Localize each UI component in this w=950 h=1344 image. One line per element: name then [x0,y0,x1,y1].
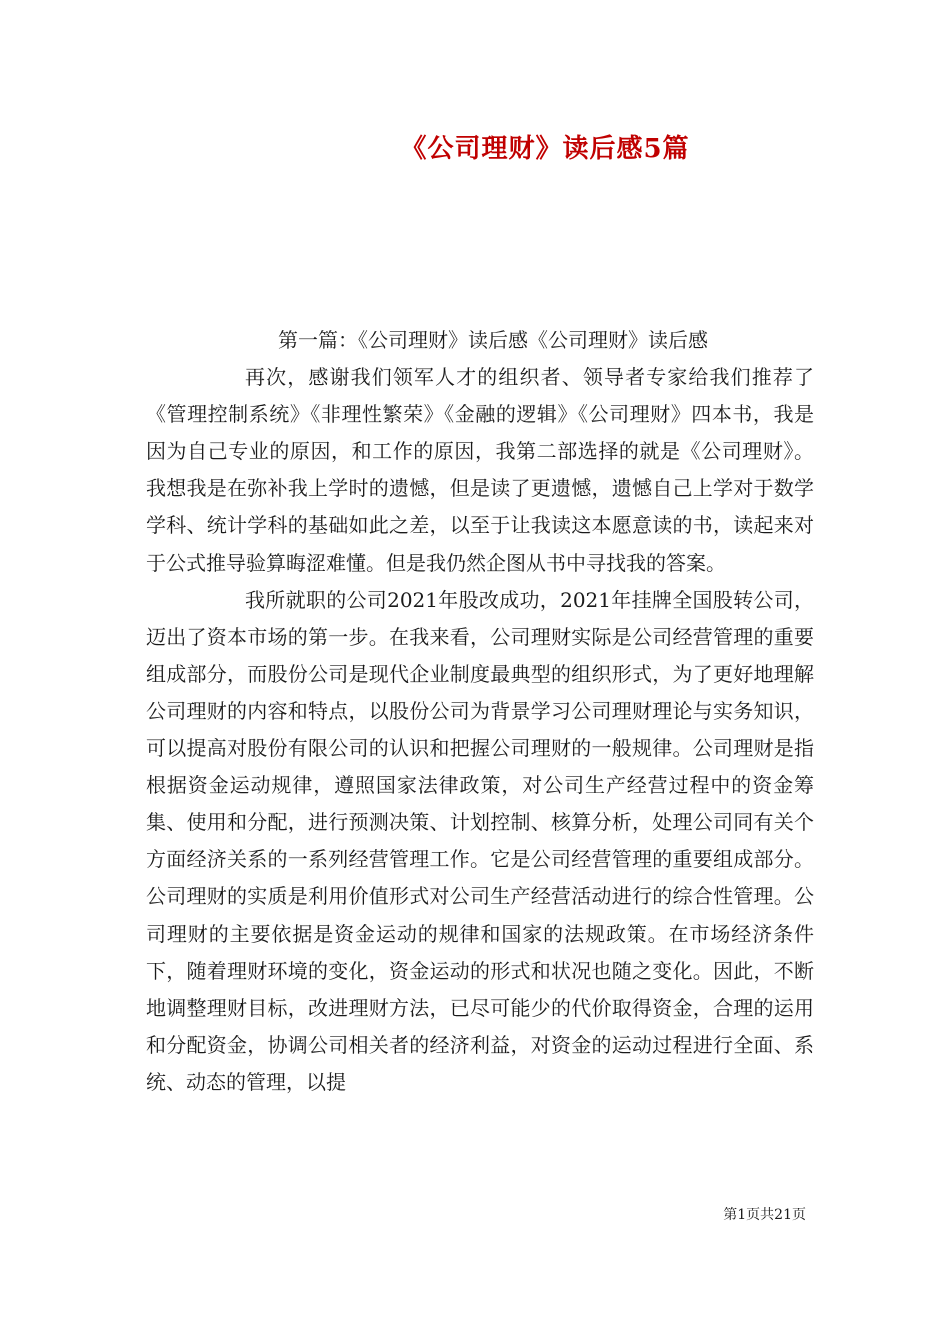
section-heading: 第一篇：《公司理财》读后感《公司理财》读后感 [278,328,708,352]
page-number-footer: 第1页共21页 [723,1207,806,1223]
document-title: 《公司理财》读后感5篇 [400,134,690,164]
document-body [146,322,814,1101]
paragraph-1: 再次，感谢我们领军人才的组织者、领导者专家给我们推荐了《管理控制系统》《非理性繁荣》《金融的逻辑》《公司理财》四本书，我是因为自己专业的原因，和工作的原因，我第二部选择的就是《公司理财》。我想我是在弥补我上学时的遗憾，但是读了更遗憾，遗憾自己上学对于数学学科、统计学科的基础如此之差，以至于让我读这本愿意读的书，读起来对于公式推导验算晦涩难懂。但是我仍然企图从书中寻找我的答案。 [146,365,814,575]
paragraph-2: 我所就职的公司2021年股改成功，2021年挂牌全国股转公司，迈出了资本市场的第一步。在我来看，公司理财实际是公司经营管理的重要组成部分，而股份公司是现代企业制度最典型的组织形式，为了更好地理解公司理财的内容和特点，以股份公司为背景学习公司理财理论与实务知识，可以提高对股份有限公司的认识和把握公司理财的一般规律。公司理财是指根据资金运动规律，遵照国家法律政策，对公司生产经营过程中的资金筹集、使用和分配，进行预测决策、计划控制、核算分析，处理公司同有关个方面经济关系的一系列经营管理工作。它是公司经营管理的重要组成部分。公司理财的实质是利用价值形式对公司生产经营活动进行的综合性管理。公司理财的主要依据是资金运动的规律和国家的法规政策。在市场经济条件下，随着理财环境的变化，资金运动的形式和状况也随之变化。因此，不断地调整理财目标，改进理财方法，已尽可能少的代价取得资金，合理的运用和分配资金，协调公司相关者的经济利益，对资金的运动过程进行全面、系统、动态的管理，以提 [146,587,814,1094]
